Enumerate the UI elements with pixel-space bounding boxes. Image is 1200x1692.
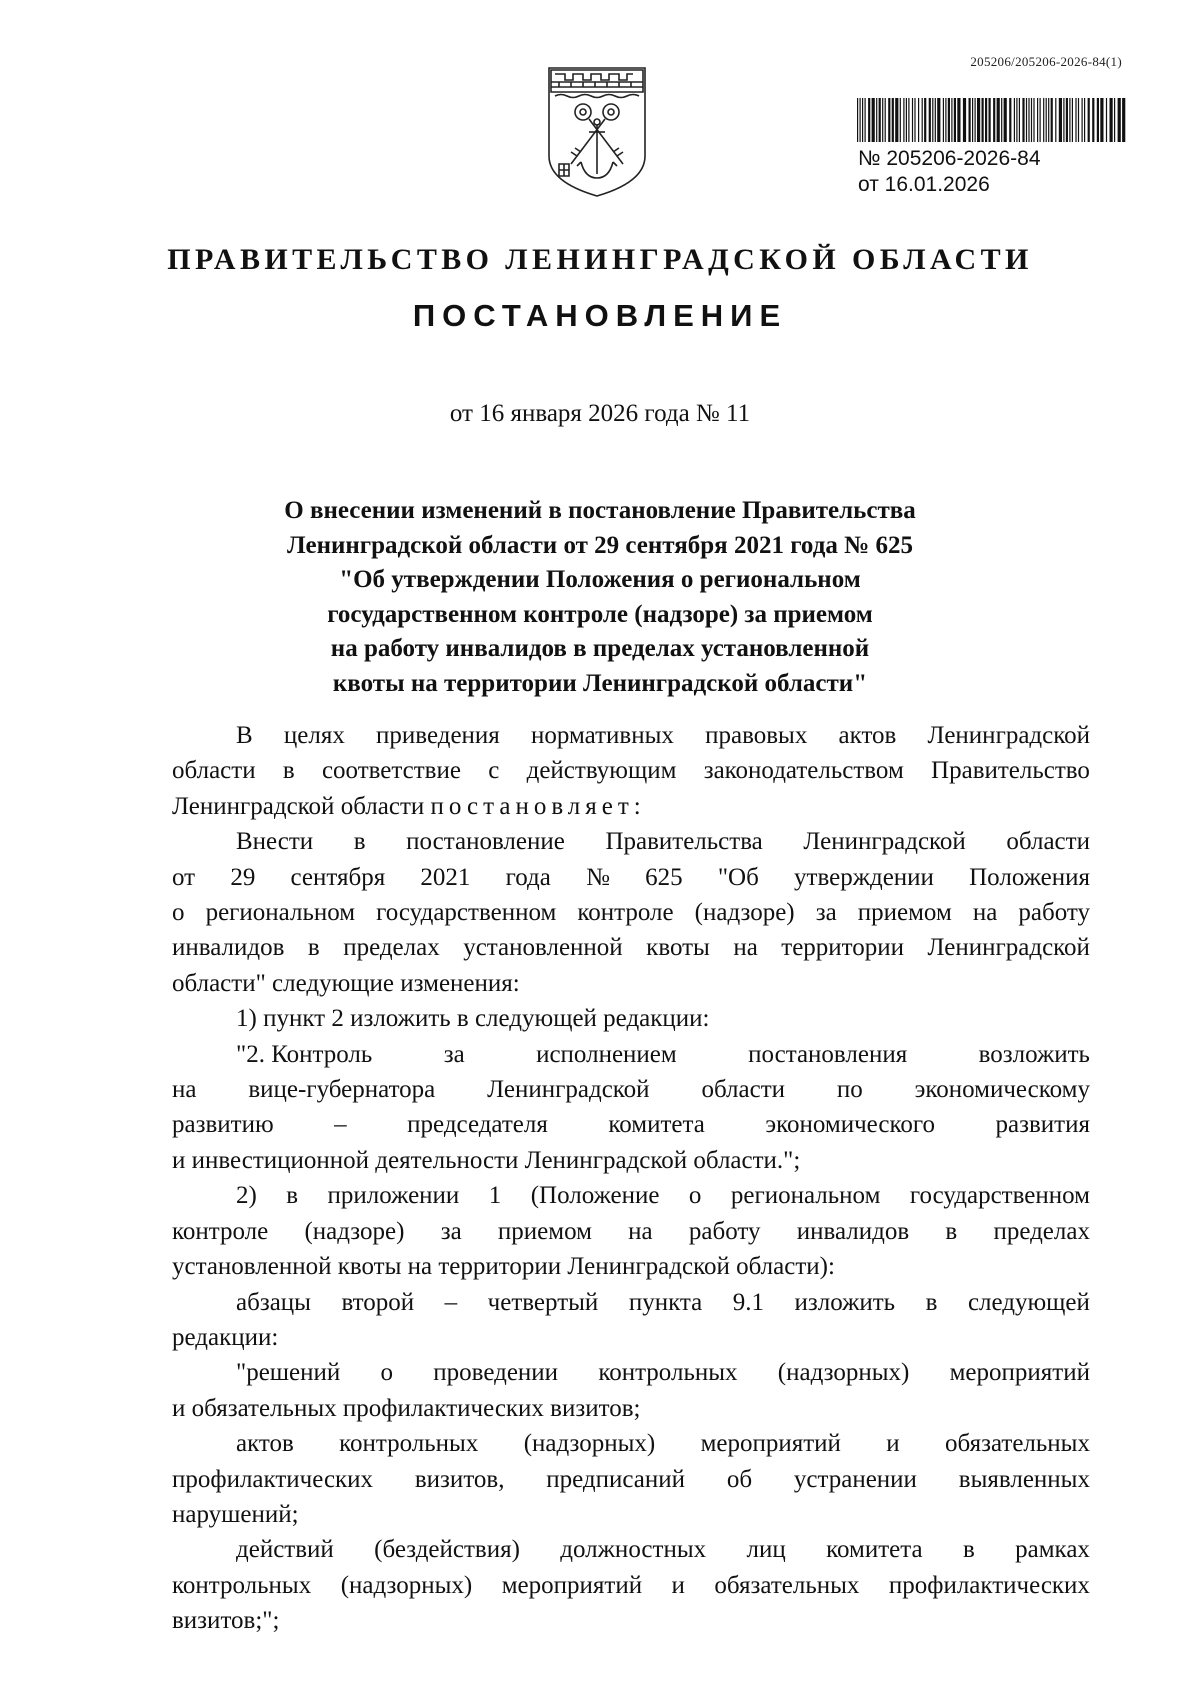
body-word: области bbox=[172, 757, 256, 785]
body-word: о bbox=[172, 899, 185, 927]
body-word: в bbox=[962, 1536, 975, 1564]
body-word: в bbox=[925, 1288, 938, 1316]
body-word: действующим bbox=[526, 757, 677, 785]
body-word: лиц bbox=[746, 1536, 786, 1564]
decree-title: ПОСТАНОВЛЕНИЕ bbox=[412, 298, 788, 333]
body-word: (надзоре) bbox=[694, 899, 795, 927]
body-line bbox=[172, 860, 1090, 895]
body-word: 9.1 bbox=[732, 1288, 764, 1316]
body-word: постановление bbox=[406, 828, 565, 856]
body-word: пределах bbox=[343, 934, 440, 962]
body-word: постановления bbox=[748, 1040, 908, 1068]
body-word: года bbox=[505, 863, 551, 891]
body-word: комитета bbox=[826, 1536, 923, 1564]
body-word: области bbox=[701, 1076, 786, 1104]
body-word: о bbox=[380, 1359, 394, 1387]
body-word: должностных bbox=[560, 1536, 707, 1564]
body-word: Ленинградской bbox=[487, 1076, 650, 1104]
body-word: в bbox=[307, 934, 320, 962]
body-word: территории bbox=[781, 934, 905, 962]
body-word: обязательных bbox=[944, 1430, 1090, 1458]
body-word: (Положение bbox=[530, 1182, 660, 1210]
body-word: пределах bbox=[993, 1217, 1090, 1245]
body-word: инвалидов bbox=[172, 934, 285, 962]
body-word: Положения bbox=[969, 863, 1090, 891]
body-word: мероприятий bbox=[700, 1430, 841, 1458]
body-line: области" следующие изменения: bbox=[172, 969, 520, 997]
body-word: 625 bbox=[645, 863, 683, 891]
body-word: Правительство bbox=[931, 757, 1090, 785]
body-line bbox=[172, 1214, 1090, 1249]
body-word: визитов, bbox=[414, 1465, 505, 1493]
heading-line: О внесении изменений в постановление Правительства bbox=[284, 497, 916, 524]
body-word: "решений bbox=[236, 1359, 341, 1387]
body-word: профилактических bbox=[172, 1465, 374, 1493]
body-word: и bbox=[671, 1571, 685, 1599]
body-word: 2) bbox=[236, 1182, 257, 1210]
body-word: за bbox=[440, 1217, 462, 1245]
heading-line: государственном контроле (надзоре) за приемом bbox=[327, 600, 873, 628]
body-word: (надзорных) bbox=[523, 1430, 656, 1458]
body-word: о bbox=[688, 1182, 702, 1210]
body-word: инвалидов bbox=[796, 1217, 910, 1245]
body-word: с bbox=[488, 757, 500, 785]
body-word: на bbox=[972, 899, 998, 927]
body-word: выявленных bbox=[958, 1465, 1090, 1493]
body-word: сентября bbox=[290, 863, 386, 891]
heading-line: квоты на территории Ленинградской области" bbox=[332, 669, 868, 697]
body-word: актов bbox=[236, 1430, 294, 1458]
body-word: № bbox=[586, 863, 610, 891]
body-word: законодательством bbox=[703, 757, 904, 785]
heading-line: Ленинградской области от 29 сентября 2021 года № 625 bbox=[287, 531, 913, 559]
registration-date: от 16.01.2026 bbox=[858, 173, 990, 196]
coat-of-arms-icon bbox=[543, 64, 651, 200]
enacting-word: постановляет: bbox=[430, 792, 646, 820]
body-word: государственном bbox=[909, 1182, 1090, 1210]
decree-date-number: от 16 января 2026 года № 11 bbox=[449, 400, 751, 427]
body-line: 1) пункт 2 изложить в следующей редакции: bbox=[236, 1005, 710, 1033]
body-word: актов bbox=[838, 722, 897, 749]
body-word: "2. Контроль bbox=[236, 1040, 373, 1068]
body-word: за bbox=[815, 899, 837, 927]
body-line bbox=[172, 824, 1090, 859]
body-word: вице-губернатора bbox=[248, 1076, 436, 1104]
body-word: установленной bbox=[463, 934, 623, 962]
body-word: правовых bbox=[705, 722, 808, 749]
body-line: нарушений; bbox=[172, 1500, 299, 1528]
body-word: на bbox=[628, 1217, 653, 1245]
body-word: работу bbox=[688, 1217, 761, 1245]
body-word: региональном bbox=[730, 1182, 881, 1210]
body-word: контроле bbox=[577, 899, 674, 927]
body-word: работу bbox=[1018, 899, 1090, 927]
heading-line: "Об утверждении Положения о региональном bbox=[339, 566, 861, 593]
body-line bbox=[172, 718, 1090, 753]
body-word: контроле bbox=[172, 1217, 269, 1245]
body-word: 2021 bbox=[420, 863, 471, 891]
body-word: области bbox=[1006, 828, 1090, 856]
body-word: профилактических bbox=[888, 1571, 1090, 1599]
body-word: комитета bbox=[608, 1111, 705, 1139]
body-line: редакции: bbox=[172, 1323, 279, 1351]
body-word: на bbox=[733, 934, 758, 962]
body-word: – bbox=[334, 1111, 347, 1139]
body-word: приведения bbox=[376, 722, 500, 749]
body-word: предписаний bbox=[546, 1465, 686, 1493]
body-word: в bbox=[353, 828, 366, 856]
decree-body bbox=[172, 718, 1090, 1639]
body-word: обязательных bbox=[714, 1571, 860, 1599]
body-line bbox=[172, 930, 1090, 965]
body-word: (бездействия) bbox=[374, 1536, 520, 1564]
body-line: и инвестиционной деятельности Ленинградской области."; bbox=[172, 1146, 801, 1174]
body-word: экономического bbox=[765, 1111, 935, 1139]
body-word: четвертый bbox=[487, 1288, 599, 1316]
body-word: контрольных bbox=[172, 1571, 312, 1599]
body-text: Ленинградской области bbox=[172, 792, 425, 820]
barcode-icon bbox=[855, 98, 1127, 142]
body-word: от bbox=[172, 863, 196, 891]
body-word: действий bbox=[236, 1536, 334, 1564]
body-word: Ленинградской bbox=[803, 828, 966, 856]
body-word: в bbox=[286, 1182, 299, 1210]
body-line bbox=[172, 1568, 1090, 1603]
body-line bbox=[172, 789, 1090, 824]
body-word: – bbox=[444, 1288, 458, 1316]
body-word: второй bbox=[341, 1288, 415, 1316]
body-word: нормативных bbox=[531, 722, 674, 749]
body-word: контрольных bbox=[598, 1359, 738, 1387]
body-line bbox=[172, 895, 1090, 930]
body-line bbox=[172, 1285, 1090, 1320]
body-word: (надзоре) bbox=[304, 1217, 405, 1245]
body-word: развития bbox=[995, 1111, 1090, 1139]
body-word: Правительства bbox=[605, 828, 763, 856]
body-line bbox=[172, 1462, 1090, 1497]
body-word: пункта bbox=[628, 1288, 703, 1316]
body-word: за bbox=[443, 1040, 465, 1068]
body-word: абзацы bbox=[236, 1288, 311, 1316]
body-word: В bbox=[236, 722, 253, 749]
body-word: исполнением bbox=[536, 1040, 677, 1068]
body-line bbox=[172, 1178, 1090, 1213]
body-line bbox=[172, 1426, 1090, 1461]
body-line: и обязательных профилактических визитов; bbox=[172, 1394, 641, 1422]
body-line: установленной квоты на территории Ленинградской области): bbox=[172, 1253, 835, 1281]
body-line bbox=[172, 1072, 1090, 1107]
body-word: квоты bbox=[646, 934, 710, 962]
body-word: приемом bbox=[857, 899, 952, 927]
body-word: экономическому bbox=[914, 1076, 1090, 1104]
body-line bbox=[172, 1037, 1090, 1072]
registration-block bbox=[858, 146, 1041, 198]
body-word: в bbox=[945, 1217, 958, 1245]
body-word: устранении bbox=[793, 1465, 917, 1493]
body-word: следующей bbox=[967, 1288, 1090, 1316]
body-word: "Об bbox=[717, 863, 759, 891]
body-word: возложить bbox=[978, 1040, 1090, 1068]
body-line bbox=[172, 753, 1090, 788]
document-code: 205206/205206-2026-84(1) bbox=[970, 54, 1122, 69]
heading-line: на работу инвалидов в пределах установленной bbox=[330, 635, 870, 662]
body-word: региональном bbox=[205, 899, 356, 927]
body-word: соответствие bbox=[321, 757, 461, 785]
body-word: об bbox=[726, 1465, 753, 1493]
body-word: на bbox=[172, 1076, 197, 1104]
body-word: мероприятий bbox=[501, 1571, 643, 1599]
body-word: (надзорных) bbox=[777, 1359, 910, 1387]
body-word: Ленинградской bbox=[927, 722, 1090, 749]
decree-heading bbox=[150, 494, 1050, 701]
body-word: приложении bbox=[327, 1182, 460, 1210]
body-word: мероприятий bbox=[949, 1359, 1090, 1387]
body-line bbox=[172, 1107, 1090, 1142]
body-word: государственном bbox=[376, 899, 557, 927]
body-word: по bbox=[836, 1076, 863, 1104]
body-word: Ленинградской bbox=[927, 934, 1090, 962]
registration-number: № 205206-2026-84 bbox=[858, 147, 1041, 170]
body-line bbox=[172, 1355, 1090, 1390]
body-word: целях bbox=[283, 722, 345, 749]
body-word: контрольных bbox=[339, 1430, 479, 1458]
body-line bbox=[172, 1532, 1090, 1567]
body-word: Внести bbox=[236, 828, 314, 856]
body-word: приемом bbox=[497, 1217, 592, 1245]
body-word: председателя bbox=[407, 1111, 548, 1139]
body-word: рамках bbox=[1015, 1536, 1090, 1564]
body-word: утверждении bbox=[794, 863, 934, 891]
body-word: проведении bbox=[433, 1359, 559, 1387]
body-word: и bbox=[886, 1430, 900, 1458]
body-word: 1 bbox=[488, 1182, 502, 1210]
body-word: развитию bbox=[172, 1111, 274, 1139]
body-word: (надзорных) bbox=[340, 1571, 473, 1599]
body-word: в bbox=[282, 757, 295, 785]
government-title: ПРАВИТЕЛЬСТВО ЛЕНИНГРАДСКОЙ ОБЛАСТИ bbox=[167, 243, 1033, 276]
body-word: 29 bbox=[230, 863, 256, 891]
body-line: визитов;"; bbox=[172, 1607, 280, 1635]
body-word: изложить bbox=[794, 1288, 896, 1316]
